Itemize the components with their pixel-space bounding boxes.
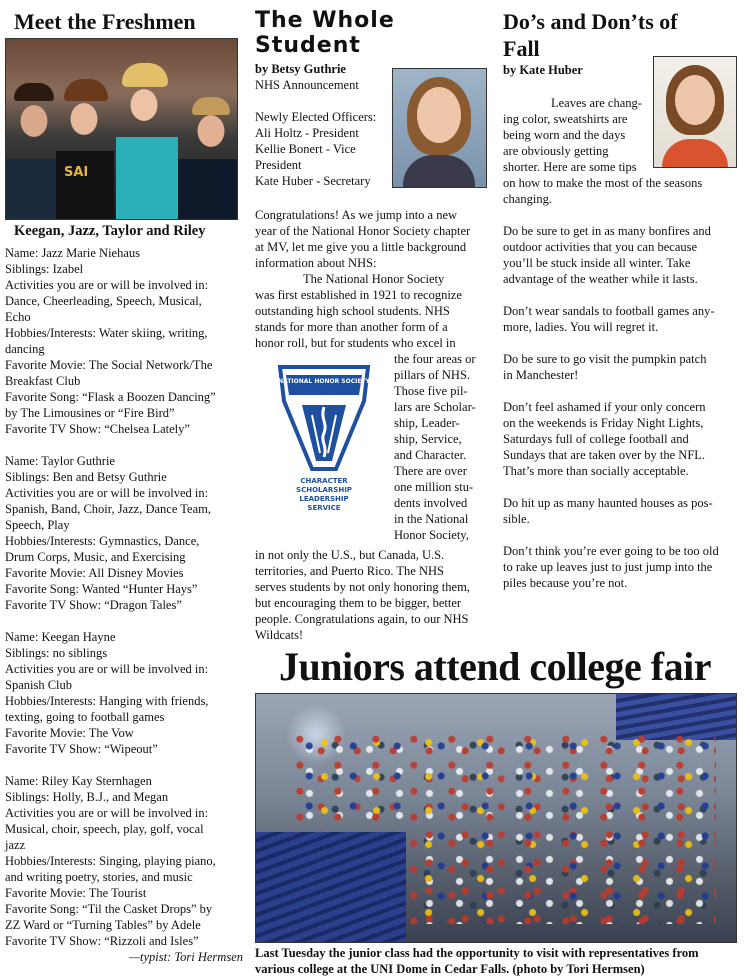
officers-intro: Newly Elected Officers: (255, 110, 377, 124)
article-text: Don’t feel ashamed if your only concern (503, 400, 706, 414)
emblem-word-service: SERVICE (307, 504, 341, 512)
profile-tv: Favorite TV Show: “Chelsea Lately” (5, 422, 190, 436)
article-text: in the National (394, 512, 469, 526)
nhs-wrap-text (394, 351, 490, 543)
whole-student-intro (255, 61, 390, 189)
freshman-1-hair (14, 83, 54, 101)
article-text: Do be sure to get in as many bonfires and (503, 224, 711, 238)
article-text: are obviously getting (503, 144, 609, 158)
profile-activities: Dance, Cheerleading, Speech, Musical, (5, 294, 202, 308)
profile-hobbies: texting, going to football games (5, 710, 165, 724)
tip-haunted-houses (503, 495, 743, 527)
dos-donts-heading (503, 8, 743, 62)
typist-credit: —typist: Tori Hermsen (128, 950, 243, 964)
college-fair-headline: Juniors attend college fair (279, 644, 711, 689)
freshmen-column (14, 10, 244, 34)
portrait-face (417, 87, 461, 143)
article-text: people. Congratulations again, to our NHS (255, 612, 469, 626)
nhs-body (255, 207, 490, 351)
article-text: dents involved (394, 496, 468, 510)
profile-song: by The Limousines or “Fire Bird” (5, 406, 175, 420)
profile-siblings: Siblings: Ben and Betsy Guthrie (5, 470, 167, 484)
article-text: on the weekends is Friday Night Lights, (503, 416, 704, 430)
article-text: That’s more than socially acceptable. (503, 464, 689, 478)
profile-movie: Favorite Movie: The Tourist (5, 886, 147, 900)
article-text: honor roll, but for students who excel in (255, 336, 456, 350)
profile-name: Name: Keegan Hayne (5, 630, 116, 644)
officer-item: Kellie Bonert - Vice (255, 142, 356, 156)
profile-tv: Favorite TV Show: “Dragon Tales” (5, 598, 182, 612)
tip-pumpkin-patch (503, 351, 743, 383)
article-text: ship, Leader- (394, 416, 460, 430)
profile-movie: Favorite Movie: The Social Network/The (5, 358, 213, 372)
article-text: Sundays that are taken over by the NFL. (503, 448, 706, 462)
article-subtitle: NHS Announcement (255, 78, 359, 92)
article-text: in not only the U.S., but Canada, U.S. (255, 548, 445, 562)
whole-student-heading (255, 8, 490, 58)
college-fair-caption (255, 945, 740, 977)
profile-movie: Favorite Movie: All Disney Movies (5, 566, 184, 580)
article-text: year of the National Honor Society chapter (255, 224, 471, 238)
freshman-2-shirt (56, 151, 114, 219)
profile-siblings: Siblings: no siblings (5, 646, 108, 660)
freshman-1-shirt (6, 159, 58, 219)
profile-hobbies: Drum Corps, Music, and Exercising (5, 550, 186, 564)
officer-item: President (255, 158, 302, 172)
article-text: pillars of NHS. (394, 368, 471, 382)
portrait-shirt (403, 155, 475, 187)
article-text: shorter. Here are some tips (503, 160, 637, 174)
profile-activities: Echo (5, 310, 31, 324)
freshman-3-hair (122, 63, 168, 87)
article-text: and Character. (394, 448, 467, 462)
profile-activities: Activities you are or will be involved in: (5, 278, 209, 292)
profile-activities: Speech, Play (5, 518, 70, 532)
dos-intro-narrow (503, 95, 653, 175)
freshmen-profiles (5, 245, 245, 965)
profile-tv: Favorite TV Show: “Rizzoli and Isles” (5, 934, 199, 948)
emblem-word-scholarship: SCHOLARSHIP (296, 486, 352, 494)
tip-football (503, 399, 743, 479)
caption-line: various college at the UNI Dome in Cedar Falls. (photo by Tori Hermsen) (255, 962, 645, 976)
profile-siblings: Siblings: Holly, B.J., and Megan (5, 790, 169, 804)
article-text: The National Honor Society (303, 272, 445, 286)
article-text: lars are Scholar- (394, 400, 476, 414)
betsy-guthrie-portrait (392, 68, 487, 188)
article-text: ship, Service, (394, 432, 462, 446)
article-text: Congratulations! As we jump into a new (255, 208, 458, 222)
article-text: outstanding high school students. NHS (255, 304, 450, 318)
freshman-4-hair (192, 97, 230, 115)
freshman-3-shirt (116, 137, 178, 219)
freshmen-heading: Meet the Freshmen (14, 9, 196, 34)
caption-line: Last Tuesday the junior class had the opportunity to visit with representatives from (255, 946, 699, 960)
article-text: more, ladies. You will regret it. (503, 320, 659, 334)
profile-song: Favorite Song: Wanted “Hunter Hays” (5, 582, 198, 596)
profile-activities: Spanish, Band, Choir, Jazz, Dance Team, (5, 502, 211, 516)
profile-name: Name: Riley Kay Sternhagen (5, 774, 152, 788)
article-text: Don’t wear sandals to football games any- (503, 304, 715, 318)
freshman-2-hair (64, 79, 108, 101)
profile-siblings: Siblings: Izabel (5, 262, 84, 276)
article-text: Don’t think you’re ever going to be too old (503, 544, 719, 558)
profile-taylor (5, 453, 245, 613)
article-text: Honor Society, (394, 528, 469, 542)
profile-song: Favorite Song: “Flask a Boozen Dancing” (5, 390, 216, 404)
article-text: Do hit up as many haunted houses as pos- (503, 496, 713, 510)
article-text: Wildcats! (255, 628, 304, 642)
profile-hobbies: and writing poetry, stories, and music (5, 870, 193, 884)
heading-line: Fall (503, 36, 540, 61)
article-text: There are over (394, 464, 467, 478)
article-text: you’ll be stuck inside all winter. Take (503, 256, 691, 270)
kate-huber-portrait (653, 56, 737, 168)
tip-bonfires (503, 223, 743, 287)
profile-riley (5, 773, 245, 949)
dos-body (503, 175, 743, 591)
profile-jazz (5, 245, 245, 437)
profile-activities: Spanish Club (5, 678, 73, 692)
article-text: stands for more than another form of a (255, 320, 448, 334)
article-text: at MV, let me give you a little background (255, 240, 467, 254)
profile-hobbies: Hobbies/Interests: Water skiing, writing, (5, 326, 208, 340)
article-text: ing color, sweatshirts are (503, 112, 628, 126)
article-text: Those five pil- (394, 384, 468, 398)
article-text: Saturdays full of college football and (503, 432, 689, 446)
profile-hobbies: dancing (5, 342, 45, 356)
profile-movie: Breakfast Club (5, 374, 81, 388)
officer-item: Kate Huber - Secretary (255, 174, 371, 188)
officer-item: Ali Holtz - President (255, 126, 359, 140)
profile-activities: Activities you are or will be involved in: (5, 486, 209, 500)
profile-tv: Favorite TV Show: “Wipeout” (5, 742, 158, 756)
tip-sandals (503, 303, 743, 335)
article-text: but encouraging them to be bigger, better (255, 596, 462, 610)
nhs-emblem-logo (276, 361, 372, 521)
article-text: on how to make the most of the seasons (503, 176, 703, 190)
article-byline: by Betsy Guthrie (255, 62, 346, 76)
profile-activities: Musical, choir, speech, play, golf, vocal (5, 822, 204, 836)
profile-song: Favorite Song: “Til the Casket Drops” by (5, 902, 213, 916)
profile-activities: Activities you are or will be involved in: (5, 662, 209, 676)
profile-activities: Activities you are or will be involved in: (5, 806, 209, 820)
profile-hobbies: Hobbies/Interests: Gymnastics, Dance, (5, 534, 200, 548)
emblem-top-text: NATIONAL HONOR SOCIETY (278, 378, 370, 385)
heading-line: Student (255, 33, 361, 58)
whole-student-article (255, 8, 490, 58)
profile-name: Name: Taylor Guthrie (5, 454, 115, 468)
article-byline: by Kate Huber (503, 63, 583, 77)
article-text: the four areas or (394, 352, 476, 366)
article-text: to rake up leaves just to just jump into the (503, 560, 713, 574)
profile-hobbies: Hobbies/Interests: Singing, playing piano, (5, 854, 216, 868)
emblem-word-leadership: LEADERSHIP (299, 495, 349, 503)
article-text: Leaves are chang- (551, 96, 642, 110)
article-text: one million stu- (394, 480, 474, 494)
profile-hobbies: Hobbies/Interests: Hanging with friends, (5, 694, 209, 708)
college-fair-photo (255, 693, 737, 943)
profile-movie: Favorite Movie: The Vow (5, 726, 134, 740)
article-text: outdoor activities that you can because (503, 240, 698, 254)
article-text: in Manchester! (503, 368, 579, 382)
profile-activities: jazz (5, 838, 26, 852)
freshmen-photo-caption: Keegan, Jazz, Taylor and Riley (14, 223, 206, 239)
profile-song: ZZ Ward or “Turning Tables” by Adele (5, 918, 201, 932)
shirt-lettering: SAI (64, 165, 89, 180)
freshmen-group-photo (5, 38, 238, 220)
article-text: information about NHS: (255, 256, 377, 270)
portrait-face (675, 75, 715, 125)
article-text: Do be sure to go visit the pumpkin patch (503, 352, 707, 366)
nhs-conclusion (255, 547, 495, 643)
arena-seating-lower (256, 832, 406, 942)
article-text: changing. (503, 192, 552, 206)
article-text: piles because you’re not. (503, 576, 628, 590)
article-text: serves students by not only honoring them, (255, 580, 470, 594)
freshman-4-shirt (178, 159, 237, 219)
article-text: sible. (503, 512, 530, 526)
heading-line: The Whole (255, 8, 395, 33)
article-text: advantage of the weather while it lasts. (503, 272, 698, 286)
article-text: was first established in 1921 to recognize (255, 288, 462, 302)
profile-keegan (5, 629, 245, 757)
officers-list (255, 109, 390, 189)
emblem-word-character: CHARACTER (300, 477, 348, 485)
portrait-shirt (662, 139, 728, 167)
article-text: being worn and the days (503, 128, 626, 142)
article-text: territories, and Puerto Rico. The NHS (255, 564, 444, 578)
tip-raking-leaves (503, 543, 743, 591)
heading-line: Do’s and Don’ts of (503, 9, 678, 34)
profile-name: Name: Jazz Marie Niehaus (5, 246, 141, 260)
